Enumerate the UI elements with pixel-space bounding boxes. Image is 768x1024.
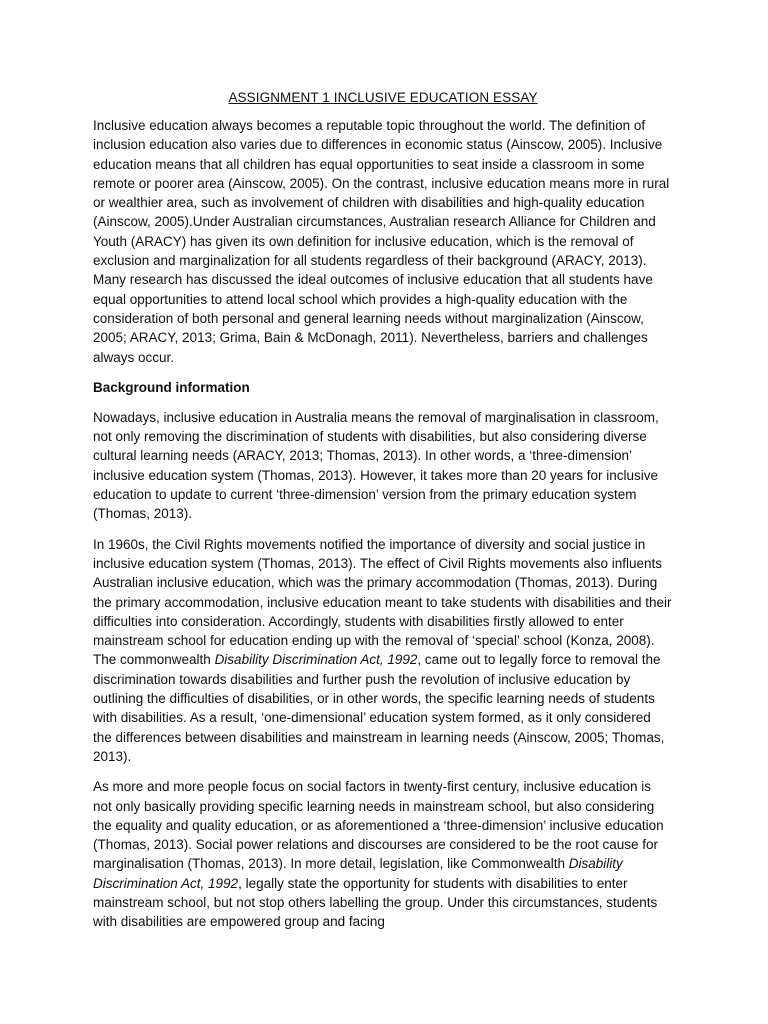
section-heading-background: Background information bbox=[93, 379, 250, 395]
background-paragraph-2 bbox=[93, 535, 673, 767]
paragraph-text: As more and more people focus on social factors in twenty-first century, inclusive education is not only basically providing specific learning needs in mainstream school, but also considering the equality and quality education, or as aforementioned a ‘three-dimension’ inclusive education (Thomas, 2013). Social power relations and discourses are considered to be the root cause for marginalisation (Thomas, 2013). In more detail, legislation, like Commonwealth bbox=[93, 779, 664, 872]
paragraph-text: , legally state the opportunity for students with disabilities to enter mainstream school, but not stop others labelling the group. Under this circumstances, students with disabilities are empowered group and facing bbox=[93, 875, 658, 930]
document-title: ASSIGNMENT 1 INCLUSIVE EDUCATION ESSAY bbox=[228, 90, 538, 105]
act-title-italic: Disability Discrimination Act, 1992 bbox=[214, 652, 418, 668]
document-body bbox=[93, 88, 673, 943]
act-title-italic: Disability Discrimination Act, 1992 bbox=[93, 856, 623, 891]
intro-paragraph: Inclusive education always becomes a reputable topic throughout the world. The definition of inclusion education also varies due to differences in economic status (Ainscow, 2005). Inclusive education means that all children has equal opportunities to seat inside a classroom in some remote or poorer area (Ainscow, 2005). On the contrast, inclusive education means more in rural or wealthier area, such as involvement of children with disabilities and high-quality education (Ainscow, 2005).Under Australian circumstances, Australian research Alliance for Children and Youth (ARACY) has given its own definition for inclusive education, which is the removal of exclusion and marginalization for all students regardless of their background (ARACY, 2013). Many research has discussed the ideal outcomes of inclusive education that all students have equal opportunities to attend local school which provides a high-quality education with the consideration of both personal and general learning needs without marginalization (Ainscow, 2005; ARACY, 2013; Grima, Bain & McDonagh, 2011). Nevertheless, barriers and challenges always occur. bbox=[93, 118, 670, 365]
paragraph-text: In 1960s, the Civil Rights movements notified the importance of diversity and social justice in inclusive education system (Thomas, 2013). The effect of Civil Rights movements also influents Australian inclusive education, which was the primary accommodation (Thomas, 2013). During the primary accommodation, inclusive education meant to take students with disabilities and their difficulties into consideration. Accordingly, students with disabilities firstly allowed to enter mainstream school for education ending up with the removal of ‘special’ school (Konza, 2008). The commonwealth bbox=[93, 536, 672, 668]
background-paragraph-3 bbox=[93, 777, 673, 931]
background-paragraph-1: Nowadays, inclusive education in Australia means the removal of marginalisation in classroom, not only removing the discrimination of students with disabilities, but also considering diverse cultural learning needs (ARACY, 2013; Thomas, 2013). In other words, a ‘three-dimension’ inclusive education system (Thomas, 2013). However, it takes more than 20 years for inclusive education to update to current ‘three-dimension’ version from the primary education system (Thomas, 2013). bbox=[93, 409, 659, 522]
paragraph-text: , came out to legally force to removal the discrimination towards disabilities and further push the revolution of inclusive education by outlining the difficulties of disabilities, or in other words, the specific learning needs of students with disabilities. As a result, ‘one-dimensional’ education system formed, as it only considered the differences between disabilities and mainstream in learning needs (Ainscow, 2005; Thomas, 2013). bbox=[93, 652, 665, 764]
